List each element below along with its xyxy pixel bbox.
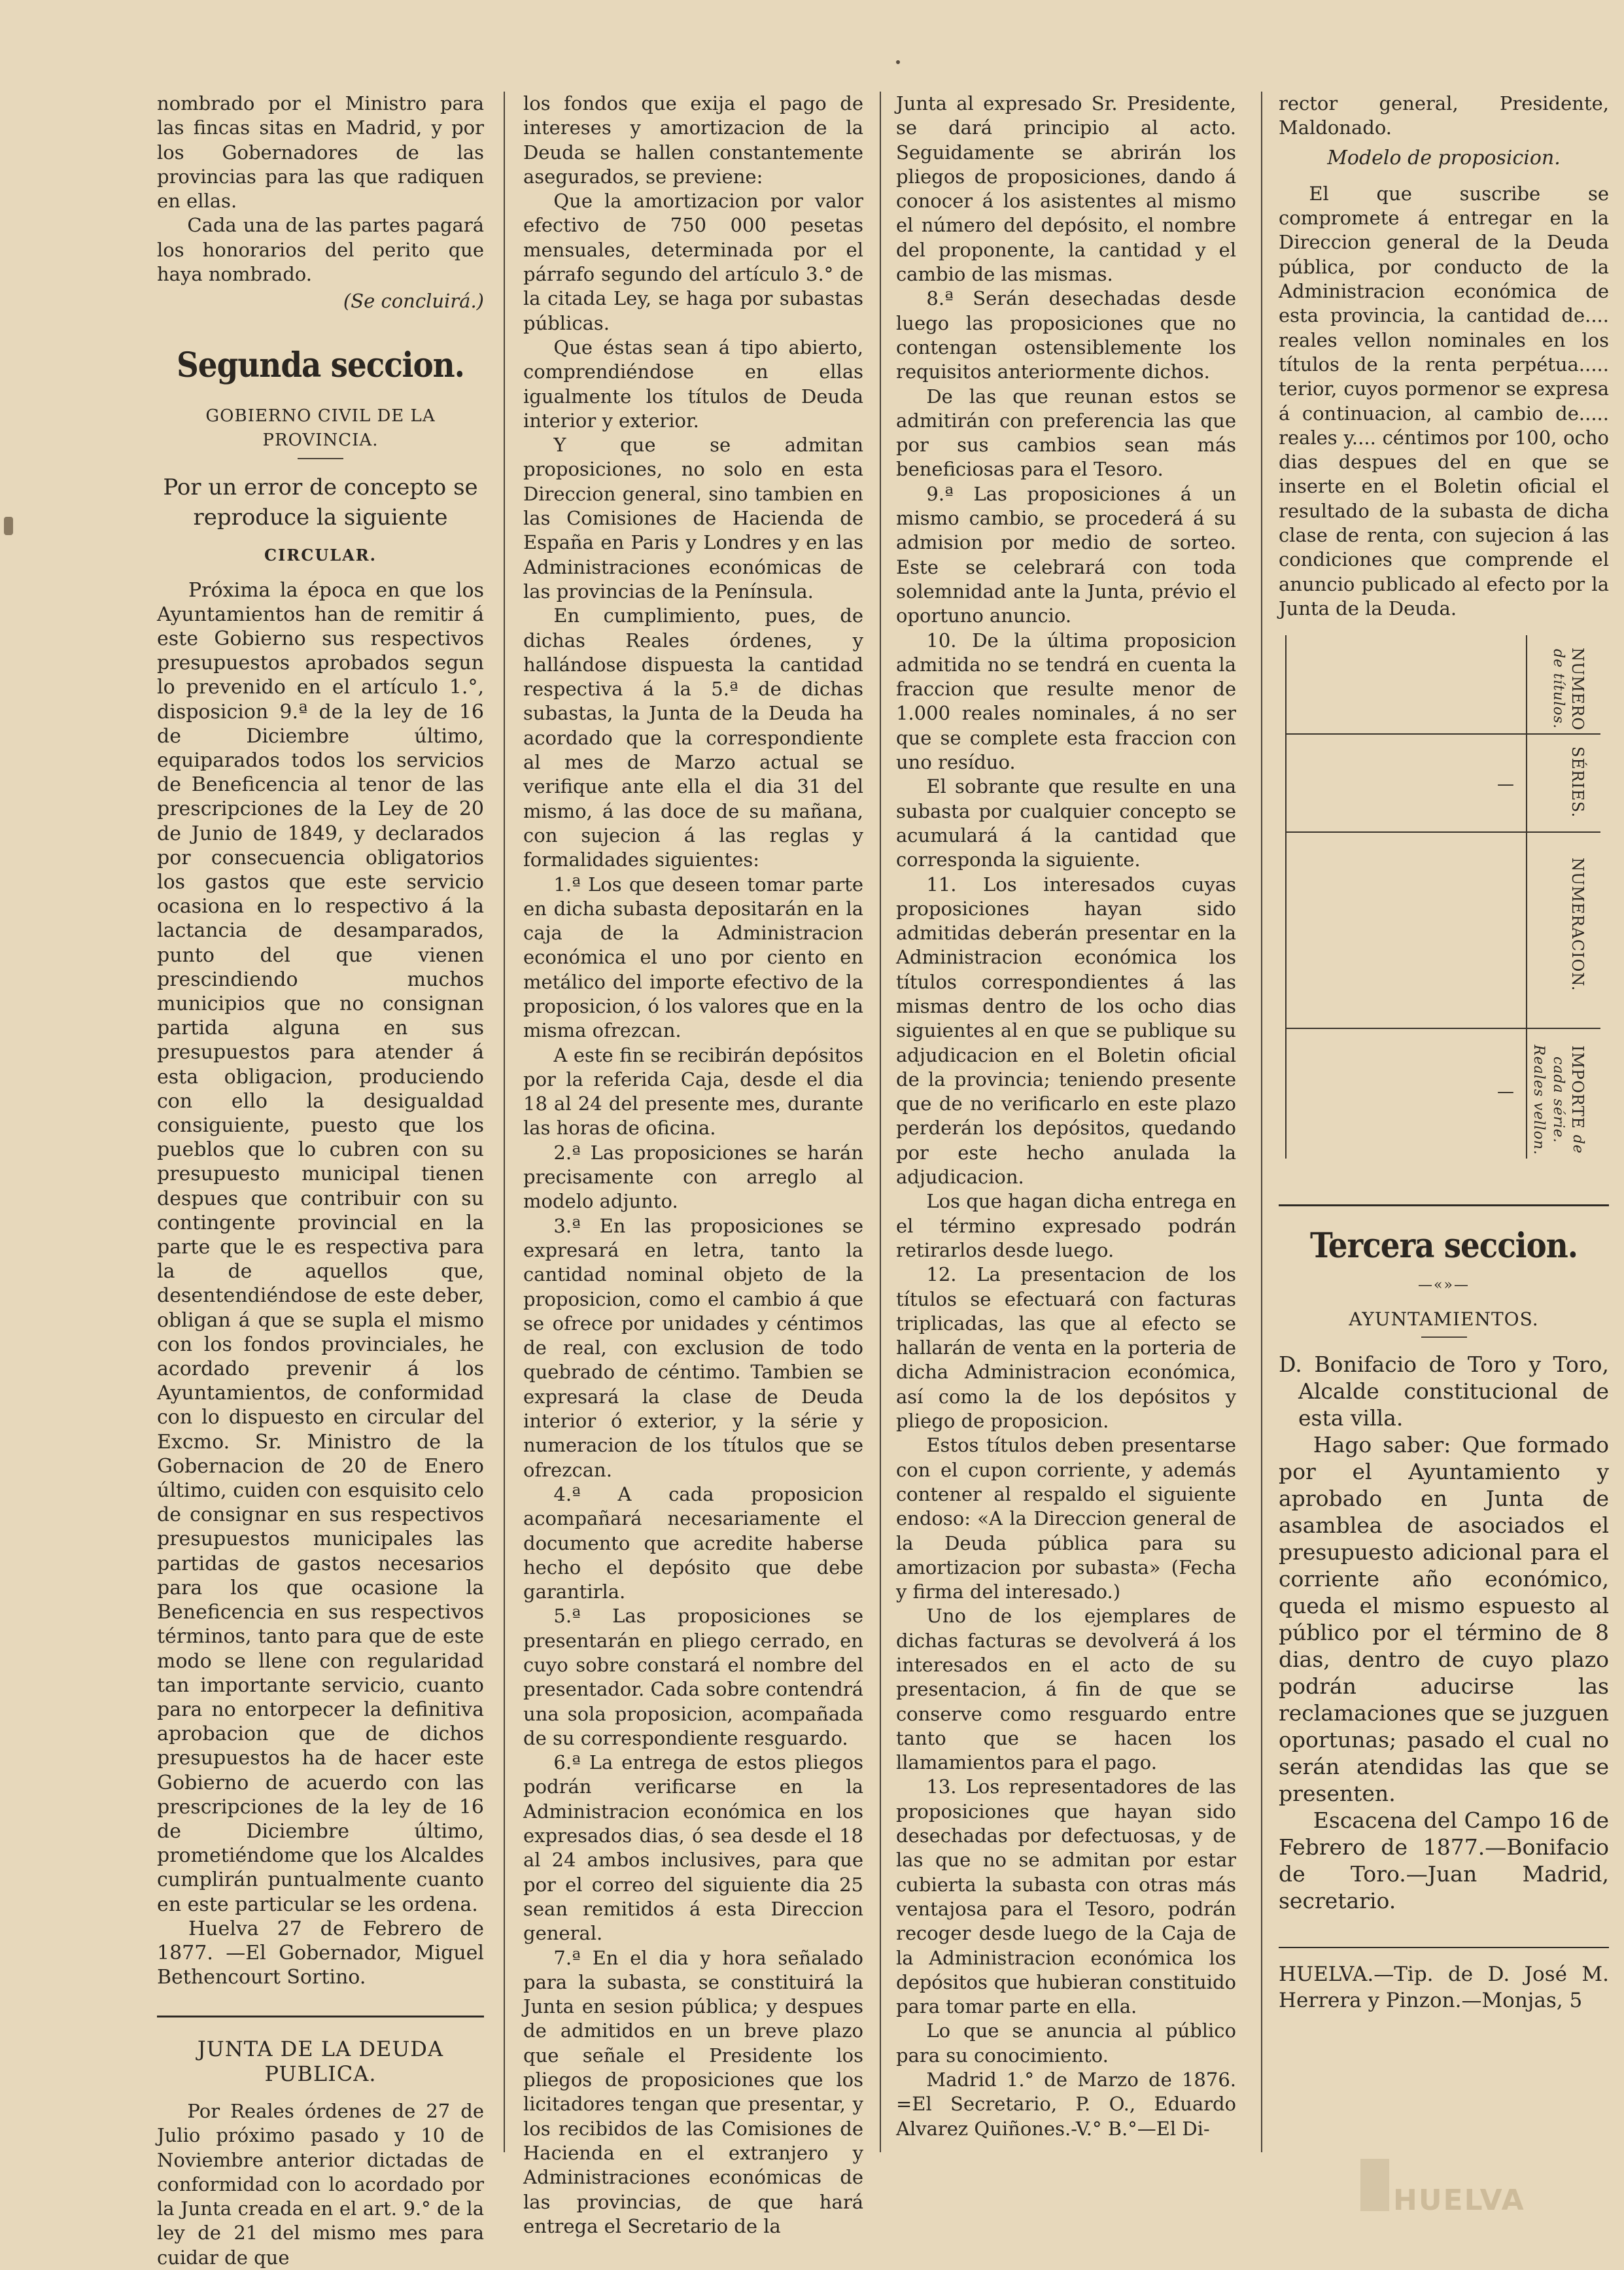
junta-head: JUNTA DE LA DEUDA PUBLICA. [197,2036,444,2086]
section-title: Segunda seccion. [177,345,464,385]
section-title: Tercera seccion. [1309,1226,1578,1266]
table-header: SÉRIES. [1568,746,1587,818]
paragraph: Que la amortizacion por valor efectivo de 750 000 pesetas mensuales, determinada por el párrafo segundo del artículo 3.° de la citada Ley, se haga por subastas públicas. [523,190,863,334]
divider [1279,1947,1609,1948]
signature: Huelva 27 de Febrero de 1877. —El Gobernador, Miguel Bethencourt Sortino. [157,1917,484,1989]
rule-9: 9.ª Las proposiciones á un mismo cambio, se procederá á su admision por medio de sorteo. Este se celebrará con toda solemnidad ante la Junta, prévio el oportuno anuncio. [896,482,1236,627]
model-title: Modelo de proposicion. [1327,146,1561,169]
column-4 [1279,92,1609,2014]
rule-4: 4.ª A cada proposicion acompañará necesariamente el documento que acredite haberse hecho el depósito que debe garantirla. [523,1482,863,1603]
paragraph: A este fin se recibirán depósitos por la referida Caja, desde el dia 18 al 24 del presente mes, durante las horas de oficina. [523,1043,863,1140]
divider [157,2016,484,2017]
rule-1: 1.ª Los que deseen tomar parte en dicha subasta depositarán en la caja de la Administracion económica el uno por ciento en metálico del importe efectivo de la proposicion, ó los valores que en la misma ofrezcan. [523,873,863,1042]
continued-text: Cada una de las partes pagará los honorarios del perito que haya nombrado. [157,214,484,286]
rule-2: 2.ª Las proposiciones se harán precisamente con arreglo al modelo adjunto. [523,1141,863,1213]
table-row [1287,635,1600,735]
rule-8: 8.ª Serán desechadas desde luego las proposiciones que no contengan ostensiblemente los requisitos anteriormente dichos. [896,287,1236,383]
paragraph: Estos títulos deben presentarse con el cupon corriente, y además contener al respaldo el siguiente endoso: «A la Direccion general de la Deuda pública para su amortizacion por subasta» (Fecha y firma del interesado.) [896,1434,1236,1603]
to-be-continued: (Se concluirá.) [343,290,484,313]
column-3 [896,92,1236,2141]
junta-body: Por Reales órdenes de 27 de Julio próximo pasado y 10 de Noviembre anterior dictadas de conformidad con lo acordado por la Junta creada en el art. 9.° de la ley de 21 del mismo mes para cuidar de que [157,2099,484,2269]
notice-signature: Escacena del Campo 16 de Febrero de 1877.—Bonifacio de Toro.—Juan Madrid, secretario. [1279,1807,1609,1913]
rule-7: 7.ª En el dia y hora señalado para la subasta, se constituirá la Junta en sesion pública; y despues de admitidos en un breve plazo que señale el Presidente los pliegos de proposiciones que los licitadores tengan que presentar, y los recibidos de las Comisiones de Hacienda en el extranjero y Administraciones económicas de las provincias, de que hará entrega el Secretario de la [523,1946,863,2237]
archive-stamp: HUELVA [1393,2184,1525,2217]
paragraph: El sobrante que resulte en una subasta por cualquier concepto se acumulará á la cantidad que corresponda la siguiente. [896,775,1236,871]
rule-6: 6.ª La entrega de estos pliegos podrán verificarse en la Administracion económica en los expresados dias, ó sea desde el 18 al 24 ambos inclusives, para que por el correo del siguiente dia 25 sean remitidos á esta Direccion general. [523,1751,863,1945]
rule-12: 12. La presentacion de los títulos se efectuará con facturas triplicadas, las que al efecto se hallarán de venta en la porteria de dicha Administracion económica, así como la de los depósitos y pliego de proposicion. [896,1263,1236,1433]
divider [1279,1204,1609,1206]
imprint: HUELVA.—Tip. de D. José M. Herrera y Pinzon.—Monjas, 5 [1279,1962,1609,2012]
paragraph: rector general, Presidente, Maldonado. [1279,92,1609,139]
divider [1421,1336,1467,1338]
paragraph: Que éstas sean á tipo abierto, comprendiéndose en ellas igualmente los títulos de Deuda interior y exterior. [523,336,863,432]
divider [298,458,343,459]
paragraph: los fondos que exija el pago de intereses y amortizacion de la Deuda se hallen constantemente asegurados, se previene: [523,92,863,188]
error-notice: Por un error de concepto se reproduce la siguiente [163,474,478,531]
paragraph: Y que se admitan proposiciones, no solo en esta Direccion general, sino tambien en las Comisiones de Hacienda de España en Paris y Londres y en las Administraciones económicas de las provincias de la Península. [523,434,863,602]
subsection-head: GOBIERNO CIVIL DE LA PROVINCIA. [205,406,436,450]
paragraph: Uno de los ejemplares de dichas facturas se devolverá á los interesados en el acto de su presentacion, á fin de que se conserve como resguardo entre tanto que se hacen los llamamientos para el pago. [896,1605,1236,1774]
continued-text: nombrado por el Ministro para las fincas sitas en Madrid, y por los Gobernadores de las provincias para las que radiquen en ellas. [157,92,484,213]
paragraph: Los que hagan dicha entrega en el término expresado podrán retirarlos desde luego. [896,1190,1236,1261]
archive-stamp-mark [1360,2159,1389,2211]
binding-mark [4,517,13,535]
ayuntamientos-head: AYUNTAMIENTOS. [1349,1308,1539,1330]
circular-label: CIRCULAR. [264,546,377,565]
model-text: El que suscribe se compromete á entregar en la Direccion general de la Deuda pública, por conducto de la Administracion económica de esta provincia, la cantidad de.... reales vellon nominales en los títulos de la renta perpétua..... terior, cuyos pormenor se expresa á continuacion, al cambio de..... reales y.... céntimos por 100, ocho dias despues del en que se inserte en el Boletin oficial el resultado de la subasta de dicha clase de renta, con sujecion á las condiciones que comprende el anuncio publicado al efecto por la Junta de la Deuda. [1279,182,1609,620]
paragraph: Junta al expresado Sr. Presidente, se dará principio al acto. Seguidamente se abrirán los pliegos de proposiciones, dando á conocer á los asistentes al mismo el número del depósito, el nombre del proponente, la cantidad y el cambio de las mismas. [896,92,1236,286]
column-2 [523,92,863,2239]
table-row [1287,1028,1600,1159]
proposal-form-table [1285,635,1600,1159]
rule-3: 3.ª En las proposiciones se expresará en letra, tanto la cantidad nominal objeto de la proposicion, como el cambio á que se ofrece por unidades y céntimos de real, con exclusion de todo quebrado de céntimo. Tambien se expresará la clase de Deuda interior ó exterior, y la série y numeracion de los títulos que se ofrezcan. [523,1214,863,1481]
print-dot [896,60,900,64]
column-1 [157,92,484,2270]
column-rule [880,92,881,2152]
column-rule [1261,92,1262,2152]
paragraph: De las que reunan estos se admitirán con preferencia las que por sus cambios sean más beneficiosas para el Tesoro. [896,385,1236,481]
table-row [1287,831,1600,1029]
rule-5: 5.ª Las proposiciones se presentarán en pliego cerrado, en cuyo sobre constará el nombre del presentador. Cada sobre contendrá una sola proposicion, acompañada de su correspondiente resguardo. [523,1605,863,1749]
paragraph: Lo que se anuncia al público para su conocimiento. [896,2019,1236,2067]
table-dash: — [1497,1082,1514,1102]
paragraph: En cumplimiento, pues, de dichas Reales órdenes, y hallándose dispuesta la cantidad respectiva á la 5.ª de dichas subastas, la Junta de la Deuda ha acordado que la correspondiente al mes de Marzo actual se verifique ante ella el dia 31 del mismo, á las doce de su mañana, con sujecion á las reglas y formalidades siguientes: [523,604,863,871]
circular-body: Próxima la época en que los Ayuntamientos han de remitir á este Gobierno sus respectivos presupuestos aprobados segun lo prevenido en el artículo 1.°, disposicion 9.ª de la ley de 16 de Diciembre último, equiparados todos los servicios de Beneficencia al tenor de las prescripciones de la Ley de 20 de Junio de 1849, y declarados por consecuencia obligatorios los gastos que este servicio ocasiona en lo respectivo á la lactancia de desamparados, punto del que vienen prescindiendo muchos municipios que no consignan partida alguna en sus presupuestos para atender á esta obligacion, produciendo con ello la desigualdad consiguiente, puesto que los pueblos que lo cubren con su presupuesto municipal tienen despues que contribuir con su contingente provincial en la parte que le es respectiva para la de aquellos que, desentendiéndose de este deber, obligan á que se supla el mismo con los fondos provinciales, he acordado prevenir á los Ayuntamientos, de conformidad con lo dispuesto en circular del Excmo. Sr. Ministro de la Gobernacion de 20 de Enero último, cuiden con esquisito celo de consignar en sus respectivos presupuestos municipales las partidas de gastos necesarios para los que ocasione la Beneficencia en sus respectivos términos, tanto para que de este modo se llene con regularidad tan importante servicio, cuanto para no entorpecer la definitiva aprobacion que de dichos presupuestos ha de hacer este Gobierno de acuerdo con las prescripciones de la ley de 16 de Diciembre último, prometiéndome que los Alcaldes cumplirán puntualmente cuanto en este particular se les ordena. [157,578,484,1916]
table-row [1287,733,1600,833]
notice-body: Hago saber: Que formado por el Ayuntamiento y aprobado en Junta de asamblea de asociados el presupuesto adicional para el corriente año económico, queda el mismo espuesto al público por el término de 8 dias, dentro de cuyo plazo podrán aducirse las reclamaciones que se juzguen oportunas; pasado el cual no serán atendidas las que se presenten. [1279,1431,1609,1806]
table-header: IMPORTE de cada série. Reales vellon. [1530,1044,1587,1155]
table-dash: — [1497,775,1514,795]
rule-11: 11. Los interesados cuyas proposiciones hayan sido admitidas deberán presentar en la Administracion económica los títulos correspondientes á las mismas dentro de los ocho dias siguientes al en que se publique su adjudicacion en el Boletin oficial de la provincia; teniendo presente que de no verificarlo en este plazo perderán los depósitos, quedando por este hecho anulada la adjudicacion. [896,873,1236,1189]
notice-title: D. Bonifacio de Toro y Toro, Alcalde constitucional de esta villa. [1279,1351,1609,1431]
dateline: Madrid 1.° de Marzo de 1876. =El Secretario, P. O., Eduardo Alvarez Quiñones.-V.° B.°—El Di- [896,2069,1236,2140]
column-rule [504,92,505,2152]
rule-10: 10. De la última proposicion admitida no se tendrá en cuenta la fraccion que resulte menor de 1.000 reales nominales, á no ser que se complete esta fraccion con uno resíduo. [896,629,1236,774]
ornament: —«»— [1418,1277,1470,1294]
rule-13: 13. Los representadores de las proposiciones que hayan sido desechadas por defectuosas, y de las que no se admitan por estar cubierta la subasta con otras más ventajosa para el Tesoro, podrán recoger desde luego de la Caja de la Administracion económica los depósitos que hubieran constituido para tomar parte en ella. [896,1775,1236,2018]
table-header: NUMERACION. [1568,858,1587,992]
table-header: NUMERO de títulos. [1550,647,1587,731]
